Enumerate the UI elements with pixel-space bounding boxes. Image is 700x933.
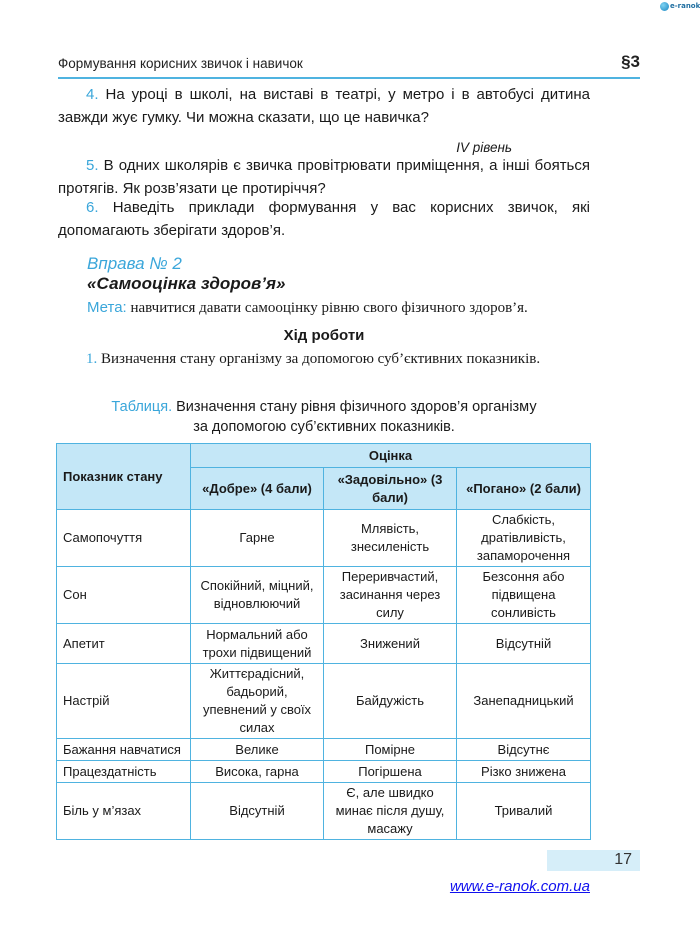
cell-ok: Байдужість — [324, 664, 457, 739]
cell-good: Нормальний або трохи підвищений — [191, 624, 324, 664]
cell-ok: Погіршена — [324, 761, 457, 783]
publisher-logo-icon — [660, 2, 669, 11]
cell-bad: Відсутнє — [457, 739, 591, 761]
exercise-title: «Самооцінка здоров’я» — [87, 274, 286, 293]
cell-good: Велике — [191, 739, 324, 761]
goal-label: Мета: — [87, 299, 127, 316]
header-divider — [58, 77, 640, 79]
col-header-good: «Добре» (4 бали) — [191, 468, 324, 510]
table-header-row — [57, 444, 591, 468]
table-row — [57, 783, 591, 840]
table-row — [57, 739, 591, 761]
cell-bad: Різко знижена — [457, 761, 591, 783]
row-header-cell: Показник стану — [57, 444, 191, 510]
exercise-number: Вправа № 2 — [87, 254, 182, 273]
question-5 — [58, 154, 590, 200]
cell-ok: Помірне — [324, 739, 457, 761]
step-number: 1. — [86, 351, 98, 367]
cell-ok: Знижений — [324, 624, 457, 664]
cell-good: Життєрадісний, бадьорий, упевнений у своїх силах — [191, 664, 324, 739]
question-4 — [58, 83, 590, 129]
row-label: Бажання навчатися — [57, 739, 191, 761]
col-header-ok: «Задовільно» (3 бали) — [324, 468, 457, 510]
row-label: Настрій — [57, 664, 191, 739]
table-row — [57, 567, 591, 624]
health-assessment-table — [56, 443, 591, 840]
publisher-logo-text: e-ranok — [670, 2, 700, 10]
cell-ok: Переривчастий, засинання через силу — [324, 567, 457, 624]
cell-good: Висока, гарна — [191, 761, 324, 783]
cell-good: Спокійний, міцний, відновлюючий — [191, 567, 324, 624]
row-label: Працездатність — [57, 761, 191, 783]
row-label: Сон — [57, 567, 191, 624]
question-text: На уроці в школі, на виставі в театрі, у метро і в автобусі дитина завжди жує гумку. Чи можна сказати, що це навичка? — [58, 86, 590, 126]
publisher-logo — [660, 2, 700, 14]
question-number: 4. — [86, 86, 99, 103]
level-label — [58, 140, 590, 155]
group-header-cell: Оцінка — [191, 444, 591, 468]
cell-ok: Млявість, знесиленість — [324, 510, 457, 567]
page-number: 17 — [614, 851, 632, 868]
question-text: Наведіть приклади формування у вас корисних звичок, які допомагають зберігати здоров’я. — [58, 199, 590, 239]
cell-good: Гарне — [191, 510, 324, 567]
caption-line-2: за допомогою суб’єктивних показників. — [193, 419, 455, 435]
running-title: Формування корисних звичок і навичок — [58, 56, 303, 71]
cell-good: Відсутній — [191, 783, 324, 840]
goal-text: навчитися давати самооцінку рівню свого фізичного здоров’я. — [130, 300, 528, 316]
level-text: IV рівень — [456, 140, 512, 155]
cell-bad: Занепадницький — [457, 664, 591, 739]
table-row — [57, 624, 591, 664]
publisher-website-link[interactable]: www.e-ranok.com.ua — [449, 878, 590, 895]
step-text: Визначення стану організму за допомогою суб’єктивних показників. — [101, 351, 541, 367]
work-heading: Хід роботи — [283, 327, 365, 344]
row-label: Самопочуття — [57, 510, 191, 567]
table-row — [57, 664, 591, 739]
cell-bad: Слабкість, дратівливість, запаморочення — [457, 510, 591, 567]
row-label: Апетит — [57, 624, 191, 664]
exercise-goal — [87, 299, 528, 317]
cell-ok: Є, але швидко минає після душу, масажу — [324, 783, 457, 840]
question-number: 5. — [86, 157, 99, 174]
running-header — [58, 52, 640, 74]
table-row — [57, 761, 591, 783]
cell-bad: Тривалий — [457, 783, 591, 840]
row-label: Біль у м’язах — [57, 783, 191, 840]
caption-line-1: Визначення стану рівня фізичного здоров’я організму — [176, 399, 537, 415]
step-1 — [58, 348, 590, 370]
table-caption — [58, 397, 590, 437]
question-text: В одних школярів є звичка провітрювати приміщення, а інші бояться протягів. Як розв’язати це протиріччя? — [58, 157, 590, 197]
col-header-bad: «Погано» (2 бали) — [457, 468, 591, 510]
page-number-box — [547, 850, 640, 871]
table-row — [57, 510, 591, 567]
question-number: 6. — [86, 199, 99, 216]
section-number: §3 — [621, 52, 640, 71]
question-6 — [58, 196, 590, 242]
caption-label: Таблиця. — [111, 399, 173, 415]
cell-bad: Безсоння або підвищена сонливість — [457, 567, 591, 624]
cell-bad: Відсутній — [457, 624, 591, 664]
